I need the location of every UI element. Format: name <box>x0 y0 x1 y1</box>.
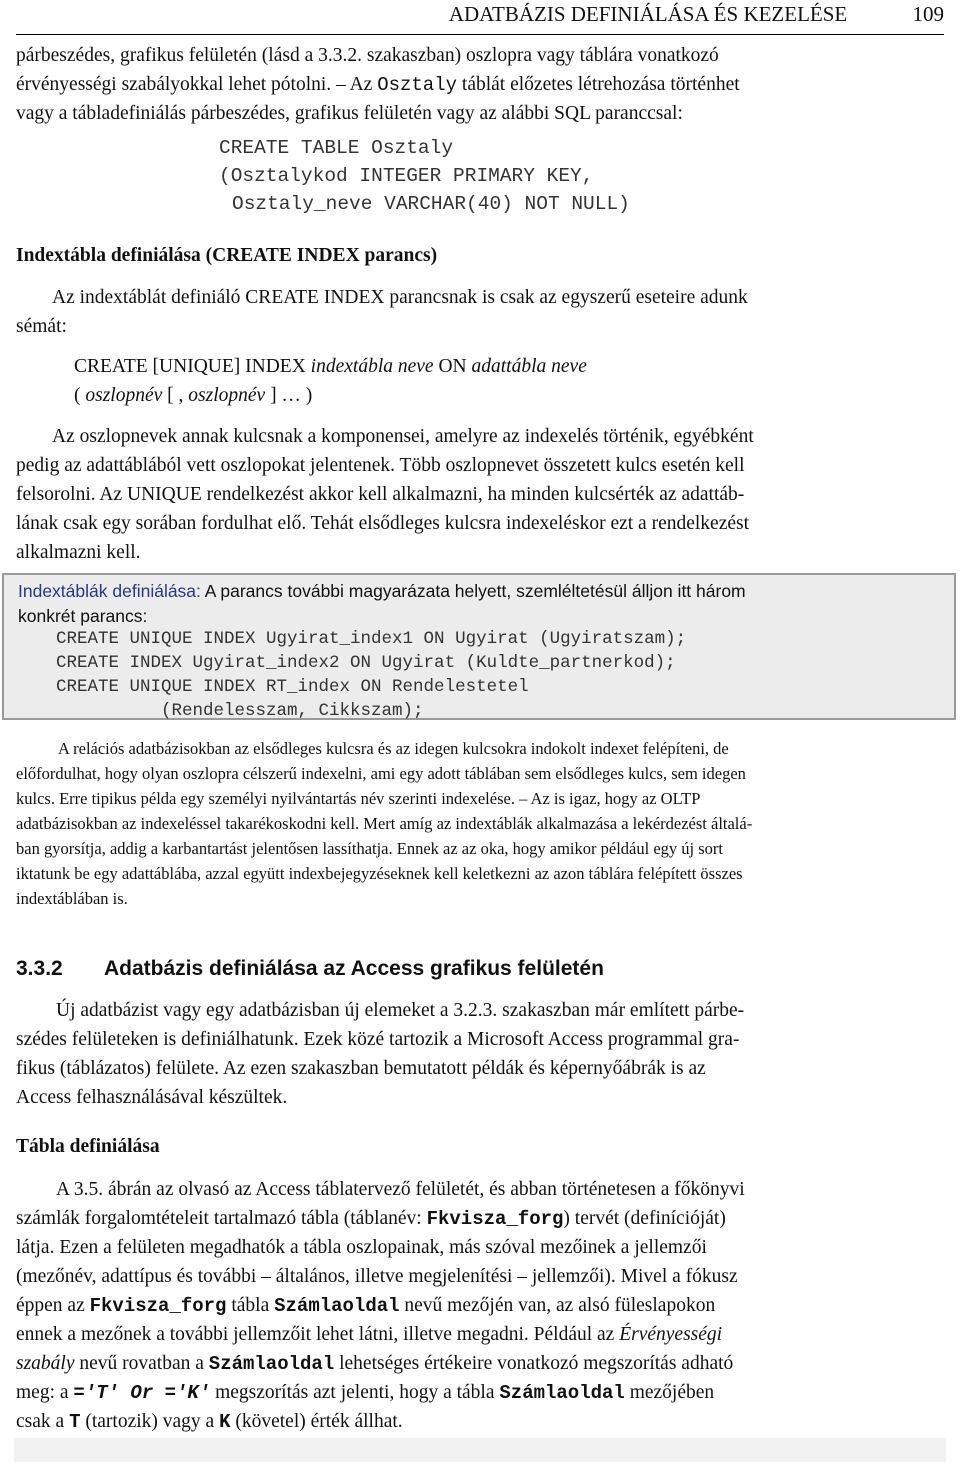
inline-code: Számlaoldal <box>208 1353 335 1375</box>
note-line-3: kulcs. Erre tipikus példa egy személyi nyilvántartás név szerinti indexelése. – Az is igaz, hogy az OLTP <box>16 789 701 808</box>
syntax-placeholder: oszlopnév <box>85 385 163 406</box>
section-para-line-1: Új adatbázist vagy egy adatbázisban új elemeket a 3.2.3. szakaszban már említett párbe- <box>56 1000 745 1021</box>
tabla-line-1: A 3.5. ábrán az olvasó az Access táblatervező felületét, és abban történetesen a főkönyvi <box>56 1179 745 1200</box>
syntax-keyword: ON <box>433 356 472 377</box>
example-box-label: Indextáblák definiálása: <box>18 581 201 601</box>
intro-text: táblát előzetes létrehozása történhet <box>457 74 740 95</box>
subsection-heading: Tábla definiálása <box>16 1136 160 1157</box>
syntax-line-2 <box>74 381 934 410</box>
inline-code: Számlaoldal <box>274 1295 400 1317</box>
tabla-text: (követel) érték állhat. <box>230 1411 403 1432</box>
tabla-text: megszorítás azt jelenti, hogy a tábla <box>210 1382 500 1403</box>
inline-code: ='T' Or ='K' <box>73 1382 211 1404</box>
page-number: 109 <box>912 2 944 26</box>
index-para2-line-4: lának csak egy sorában fordulhat elő. Tehát elsődleges kulcsra indexeléskor ezt a rendelkezést <box>16 513 750 534</box>
syntax-placeholder: indextábla neve <box>310 356 434 377</box>
note-line-5: ban gyorsítja, addig a karbantartást jelentősen lassíthatja. Ennek az az oka, hogy amikor például egy új sort <box>16 839 723 858</box>
example-box-intro-2: konkrét parancs: <box>18 606 148 626</box>
index-para2-line-5: alkalmazni kell. <box>16 542 141 563</box>
index-para2-line-3: felsorolni. Az UNIQUE rendelkezést akkor kell alkalmazni, ha minden kulcsérték az adattáb- <box>16 484 745 505</box>
header-title: ADATBÁZIS DEFINIÁLÁSA ÉS KEZELÉSE <box>448 2 848 26</box>
tabla-line-6 <box>16 1320 944 1349</box>
syntax-text: ( <box>74 385 86 406</box>
intro-line-1: párbeszédes, grafikus felületén (lásd a 3.3.2. szakaszban) oszlopra vagy táblára vonatkozó <box>16 45 719 66</box>
inline-code: Osztaly <box>377 74 458 96</box>
intro-line-3: vagy a tábladefiniálás párbeszédes, grafikus felületén vagy az alábbi SQL paranccsal: <box>16 103 683 124</box>
tabla-line-9 <box>16 1407 944 1437</box>
intro-line-2 <box>16 70 944 100</box>
syntax-line-1 <box>74 352 934 381</box>
tabla-text: ennek a mezőnek a további jellemzőit lehet látni, illetve megadni. Például az <box>16 1324 620 1345</box>
tabla-text: éppen az <box>16 1295 90 1316</box>
tabla-line-5 <box>16 1291 944 1321</box>
tabla-text: csak a <box>16 1411 70 1432</box>
note-line-2: előfordulhat, hogy olyan oszlopra célszerű indexelni, ami egy adott táblában sem elsődleges kulcs, sem idegen <box>16 764 746 783</box>
inline-code: Fkvisza_forg <box>89 1295 227 1317</box>
tabla-line-8 <box>16 1378 944 1408</box>
intro-text: érvényességi szabályokkal lehet pótolni. – Az <box>16 74 378 95</box>
example-code-line: CREATE UNIQUE INDEX Ugyirat_index1 ON Ugyirat (Ugyiratszam); <box>56 629 687 649</box>
tabla-italic: Érvényességi <box>619 1324 723 1345</box>
tabla-line-7 <box>16 1349 944 1379</box>
inline-code: K <box>219 1411 231 1433</box>
tabla-italic: szabály <box>16 1353 75 1374</box>
note-line-1: A relációs adatbázisokban az elsődleges kulcsra és az idegen kulcsokra indokolt indexet felépíteni, de <box>58 739 729 758</box>
example-box <box>2 573 956 720</box>
section-para-line-3: fikus (táblázatos) felülete. Az ezen szakaszban bemutatott példák és képernyőábrák is az <box>16 1058 706 1079</box>
example-code-line: CREATE INDEX Ugyirat_index2 ON Ugyirat (Kuldte_partnerkod); <box>56 653 676 673</box>
figure-top-edge <box>14 1438 946 1462</box>
tabla-text: ) tervét (definícióját) <box>563 1208 726 1229</box>
tabla-line-3: látja. Ezen a felületen megadhatók a tábla oszlopainak, más szóval mezőinek a jellemzői <box>16 1237 707 1258</box>
tabla-text: nevű mezőjén van, az alsó füleslapokon <box>399 1295 716 1316</box>
index-para2-line-1: Az oszlopnevek annak kulcsnak a komponensei, amelyre az indexelés történik, egyébként <box>52 426 754 447</box>
syntax-text: ] … ) <box>265 385 313 406</box>
running-header <box>449 2 944 27</box>
sql-create-table-line: CREATE TABLE Osztaly <box>219 137 454 159</box>
subsection-heading: Indextábla definiálása (CREATE INDEX parancs) <box>16 245 438 266</box>
tabla-text: mezőjében <box>624 1382 715 1403</box>
index-para2-line-2: pedig az adattáblából vett oszlopokat jelentenek. Több oszlopnevet összetett kulcs esetén kell <box>16 455 745 476</box>
tabla-text: meg: a <box>16 1382 74 1403</box>
example-box-intro: A parancs további magyarázata helyett, szemléltetésül álljon itt három <box>200 581 746 601</box>
index-para-line-2: sémát: <box>16 316 67 337</box>
section-para-line-4: Access felhasználásával készültek. <box>16 1087 288 1108</box>
example-code-line: CREATE UNIQUE INDEX RT_index ON Rendelestetel <box>56 677 529 697</box>
index-para-line-1: Az indextáblát definiáló CREATE INDEX parancsnak is csak az egyszerű eseteire adunk <box>52 287 748 308</box>
syntax-placeholder: oszlopnév <box>188 385 266 406</box>
inline-code: T <box>69 1411 81 1433</box>
syntax-placeholder: adattábla neve <box>471 356 587 377</box>
tabla-text: számlák forgalomtételeit tartalmazó tábla (táblanév: <box>16 1208 427 1229</box>
section-heading <box>16 957 604 981</box>
inline-code: Fkvisza_forg <box>426 1208 564 1230</box>
note-line-7: indextáblában is. <box>16 889 128 908</box>
note-line-6: iktatunk be egy adattáblába, azzal együtt indexbejegyzéseknek kell keletkezni az azon táblára felépített összes <box>16 864 743 883</box>
tabla-text: tábla <box>226 1295 275 1316</box>
example-code-line: (Rendelesszam, Cikkszam); <box>56 701 424 721</box>
note-line-4: adatbázisokban az indexeléssel takarékoskodni kell. Mert amíg az indextáblák alkalmazása a lekérdezést általá- <box>16 814 753 833</box>
example-box-text <box>18 579 943 629</box>
tabla-text: (tartozik) vagy a <box>80 1411 220 1432</box>
sql-column-line: (Osztalykod INTEGER PRIMARY KEY, <box>219 165 594 187</box>
sql-column-line: Osztaly_neve VARCHAR(40) NOT NULL) <box>232 193 630 215</box>
section-number: 3.3.2 <box>16 957 63 980</box>
tabla-text: lehetséges értékeire vonatkozó megszorítás adható <box>334 1353 734 1374</box>
section-para-line-2: szédes felületeken is definiálhatunk. Ezek közé tartozik a Microsoft Access programmal gra- <box>16 1029 740 1050</box>
inline-code: Számlaoldal <box>499 1382 625 1404</box>
section-title: Adatbázis definiálása az Access grafikus felületén <box>104 957 604 980</box>
header-divider <box>16 34 944 35</box>
syntax-keyword: CREATE [UNIQUE] INDEX <box>74 356 311 377</box>
tabla-line-4: (mezőnév, adattípus és további – általános, illetve megjelenítési – jellemzői). Mivel a fókusz <box>16 1266 738 1287</box>
tabla-text: nevű rovatban a <box>74 1353 209 1374</box>
tabla-line-2 <box>16 1204 944 1234</box>
syntax-text: [ , <box>162 385 189 406</box>
